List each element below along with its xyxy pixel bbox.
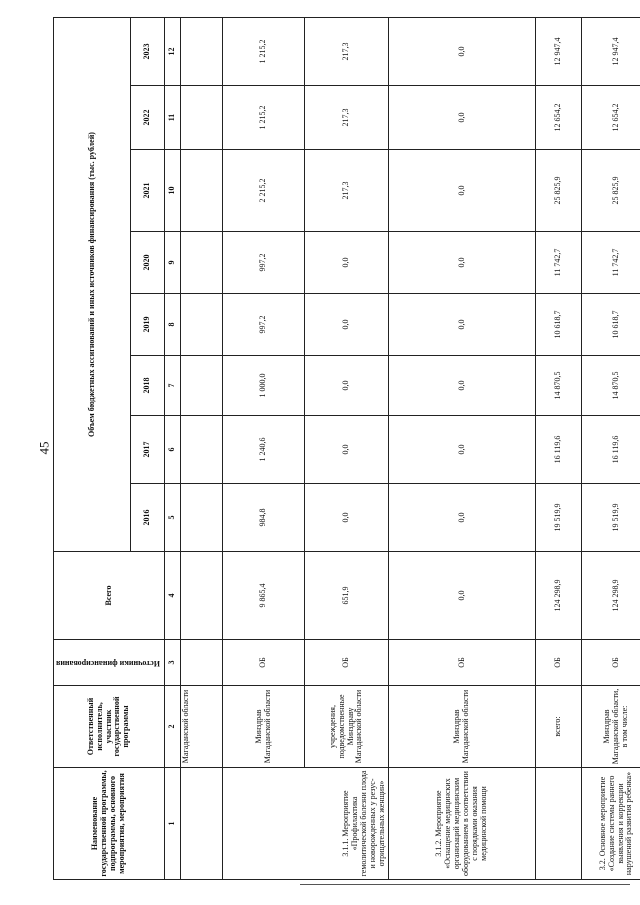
row-source: ОБ — [223, 640, 305, 686]
header-year: 2020 — [131, 232, 165, 294]
row-total: 124 298,9 — [582, 552, 640, 640]
header-year: 2021 — [131, 150, 165, 232]
row-value — [181, 150, 223, 232]
row-source — [181, 640, 223, 686]
row-value: 19 519,9 — [582, 484, 640, 552]
header-year: 2018 — [131, 356, 165, 416]
row-name: 3.2. Основное мероприятие «Создание системы раннего выявления и коррекции нарушений развития ребенка» — [582, 768, 640, 880]
row-name — [181, 768, 223, 880]
table-row — [305, 17, 389, 879]
row-source: ОБ — [305, 640, 389, 686]
row-value: 12 947,4 — [582, 17, 640, 85]
row-value: 1 240,6 — [223, 416, 305, 484]
row-value: 997,2 — [223, 294, 305, 356]
header-executor: Ответственный исполнитель, участник государственной программы — [54, 686, 165, 768]
row-value: 0,0 — [389, 294, 536, 356]
row-value: 0,0 — [389, 150, 536, 232]
row-value: 1 000,0 — [223, 356, 305, 416]
header-year: 2019 — [131, 294, 165, 356]
row-value: 0,0 — [389, 86, 536, 150]
row-value: 12 654,2 — [536, 86, 582, 150]
row-value: 1 215,2 — [223, 86, 305, 150]
row-executor: всего: — [536, 686, 582, 768]
row-value — [181, 232, 223, 294]
column-number: 10 — [165, 150, 181, 232]
row-value: 0,0 — [389, 17, 536, 85]
row-executor: Минздрав Магаданской области — [223, 686, 305, 768]
row-value — [181, 17, 223, 85]
row-total: 651,9 — [305, 552, 389, 640]
row-total — [181, 552, 223, 640]
column-number: 7 — [165, 356, 181, 416]
row-value: 0,0 — [305, 294, 389, 356]
row-value: 12 947,4 — [536, 17, 582, 85]
row-executor: Магаданской области — [181, 686, 223, 768]
column-number: 9 — [165, 232, 181, 294]
row-value: 11 742,7 — [582, 232, 640, 294]
row-executor: Минздрав Магаданской области, в том числе: — [582, 686, 640, 768]
header-program-name: Наименование государственной программы, подпрограммы, основного мероприятия, мероприятия — [54, 768, 165, 880]
row-value: 10 618,7 — [582, 294, 640, 356]
column-number: 12 — [165, 17, 181, 85]
row-executor: учреждения, подведомственные Минздраву Магаданской области — [305, 686, 389, 768]
header-funding-source: Источники финансирования — [54, 640, 165, 686]
row-value — [181, 356, 223, 416]
table-row — [223, 17, 305, 879]
header-year: 2016 — [131, 484, 165, 552]
row-value: 0,0 — [389, 416, 536, 484]
column-number: 5 — [165, 484, 181, 552]
table-row — [582, 17, 640, 879]
row-name: 3.1.1. Мероприятие «Профилактика гемолитической болезни плода и новорожденных у резус-отрицательных женщин» — [223, 768, 389, 880]
row-value: 1 215,2 — [223, 17, 305, 85]
row-value — [181, 86, 223, 150]
header-year: 2017 — [131, 416, 165, 484]
table-row — [181, 17, 223, 879]
row-value: 217,3 — [305, 17, 389, 85]
row-value: 0,0 — [389, 232, 536, 294]
row-value — [181, 484, 223, 552]
row-source: ОБ — [536, 640, 582, 686]
rotated-table-wrapper — [53, 18, 634, 880]
row-executor: Минздрав Магаданской области — [389, 686, 536, 768]
row-value: 14 870,5 — [582, 356, 640, 416]
row-name — [536, 768, 582, 880]
row-value: 0,0 — [389, 484, 536, 552]
column-number: 2 — [165, 686, 181, 768]
row-source: ОБ — [389, 640, 536, 686]
row-value: 12 654,2 — [582, 86, 640, 150]
row-value: 16 119,6 — [582, 416, 640, 484]
financing-table — [53, 17, 640, 880]
column-number-row — [165, 17, 181, 879]
row-value: 0,0 — [305, 356, 389, 416]
row-source: ОБ — [582, 640, 640, 686]
row-value: 0,0 — [305, 232, 389, 294]
row-value: 0,0 — [389, 356, 536, 416]
row-value: 217,3 — [305, 86, 389, 150]
header-year: 2022 — [131, 86, 165, 150]
row-total: 124 298,9 — [536, 552, 582, 640]
row-value: 0,0 — [305, 416, 389, 484]
row-value: 19 519,9 — [536, 484, 582, 552]
header-budget-group: Объем бюджетных ассигнований и иных источников финансирования (тыс. рублей) — [54, 17, 131, 551]
header-row-1 — [54, 17, 131, 879]
column-number: 11 — [165, 86, 181, 150]
row-value: 11 742,7 — [536, 232, 582, 294]
page-number: 45 — [36, 441, 52, 455]
row-value: 25 825,9 — [582, 150, 640, 232]
row-value — [181, 416, 223, 484]
column-number: 8 — [165, 294, 181, 356]
row-value: 25 825,9 — [536, 150, 582, 232]
row-value: 10 618,7 — [536, 294, 582, 356]
footer-divider — [300, 884, 630, 885]
row-value: 2 215,2 — [223, 150, 305, 232]
row-value: 217,3 — [305, 150, 389, 232]
column-number: 4 — [165, 552, 181, 640]
column-number: 1 — [165, 768, 181, 880]
row-value: 984,8 — [223, 484, 305, 552]
row-name: 3.1.2. Мероприятие «Оснащение медицинских организаций медицинским оборудованием в соответствии с порядками оказания медицинской помощи — [389, 768, 536, 880]
row-value: 14 870,5 — [536, 356, 582, 416]
row-total: 0,0 — [389, 552, 536, 640]
column-number: 6 — [165, 416, 181, 484]
column-number: 3 — [165, 640, 181, 686]
table-row — [536, 17, 582, 879]
table-row — [389, 17, 536, 879]
header-year: 2023 — [131, 17, 165, 85]
row-total: 9 865,4 — [223, 552, 305, 640]
row-value — [181, 294, 223, 356]
header-total: Всего — [54, 552, 165, 640]
row-value: 0,0 — [305, 484, 389, 552]
row-value: 16 119,6 — [536, 416, 582, 484]
row-value: 997,2 — [223, 232, 305, 294]
